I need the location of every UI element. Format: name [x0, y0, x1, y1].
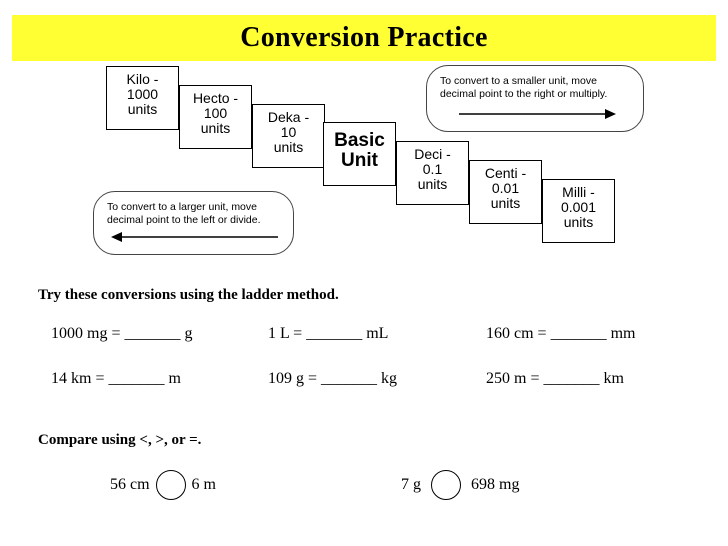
note-smaller-unit: To convert to a smaller unit, move decimal point to the right or multiply.: [426, 65, 644, 132]
ladder-step-deka: Deka - 10 units: [252, 104, 325, 168]
compare-left-value: 7 g: [401, 476, 421, 493]
ladder-step-milli: Milli - 0.001 units: [542, 179, 615, 243]
compare-answer-circle[interactable]: [431, 470, 461, 500]
ladder-step-centi: Centi - 0.01 units: [469, 160, 542, 224]
ladder-step-kilo: Kilo - 1000 units: [106, 66, 179, 130]
right-arrow-icon: [457, 108, 617, 120]
compare-item: [401, 470, 519, 500]
problem-item: 160 cm = _______ mm: [486, 325, 636, 342]
practice-instruction: Try these conversions using the ladder method.: [38, 287, 339, 303]
title-banner: [12, 15, 716, 61]
note-larger-unit: To convert to a larger unit, move decimal point to the left or divide.: [93, 191, 294, 255]
compare-right-value: 6 m: [191, 476, 216, 493]
problem-item: 14 km = _______ m: [51, 370, 181, 387]
problem-item: 1 L = _______ mL: [268, 325, 389, 342]
problem-item: 109 g = _______ kg: [268, 370, 398, 387]
ladder-step-hecto: Hecto - 100 units: [179, 85, 252, 149]
page-title: Conversion Practice: [240, 22, 488, 53]
ladder-step-deci: Deci - 0.1 units: [396, 141, 469, 205]
ladder-step-basic-unit: Basic Unit: [323, 122, 396, 186]
compare-left-value: 56 cm: [110, 476, 150, 493]
problem-item: 250 m = _______ km: [486, 370, 624, 387]
compare-item: [110, 470, 216, 500]
compare-answer-circle[interactable]: [156, 470, 186, 500]
compare-right-value: 698 mg: [471, 476, 520, 493]
compare-instruction: Compare using <, >, or =.: [38, 432, 202, 448]
left-arrow-icon: [110, 231, 280, 243]
problem-item: 1000 mg = _______ g: [51, 325, 193, 342]
